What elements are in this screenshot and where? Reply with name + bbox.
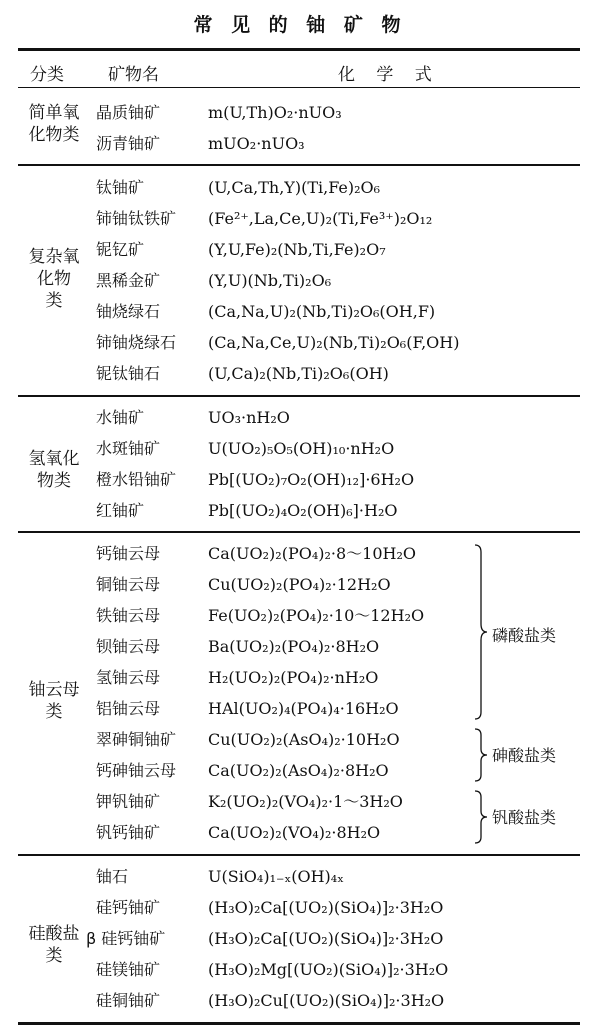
subgroup-arsenates: 砷酸盐类 bbox=[492, 746, 557, 765]
category-line: 化物 bbox=[37, 269, 71, 289]
mineral-formula: U(UO₂)₅O₅(OH)₁₀·nH₂O bbox=[208, 439, 395, 458]
arsenate-brace bbox=[474, 728, 488, 782]
mineral-formula: (H₃O)₂Ca[(UO₂)(SiO₄)]₂·3H₂O bbox=[208, 929, 444, 948]
category-line: 类 bbox=[45, 702, 63, 722]
category-line: 氢氧化 bbox=[28, 449, 80, 469]
mineral-formula: Cu(UO₂)₂(AsO₄)₂·10H₂O bbox=[208, 730, 400, 749]
mineral-name: 硅铜铀矿 bbox=[96, 991, 161, 1010]
mineral-name: 水铀矿 bbox=[96, 408, 145, 427]
subgroup-phosphates: 磷酸盐类 bbox=[492, 626, 557, 645]
category-line: 化物类 bbox=[28, 125, 80, 145]
mineral-name: 铀石 bbox=[96, 867, 129, 886]
mineral-name: 晶质铀矿 bbox=[96, 103, 161, 122]
mineral-name: 钒钙铀矿 bbox=[96, 823, 161, 842]
mineral-name: 硅镁铀矿 bbox=[96, 960, 161, 979]
mineral-formula: (H₃O)₂Ca[(UO₂)(SiO₄)]₂·3H₂O bbox=[208, 898, 444, 917]
subgroup-vanadates: 钒酸盐类 bbox=[492, 808, 557, 827]
mineral-formula: (H₃O)₂Mg[(UO₂)(SiO₄)]₂·3H₂O bbox=[208, 960, 449, 979]
group-rule bbox=[18, 854, 580, 856]
bottom-rule bbox=[18, 1022, 580, 1025]
mineral-name: 钛铀矿 bbox=[96, 178, 145, 197]
mineral-name: 氢铀云母 bbox=[96, 668, 161, 687]
mineral-formula: mUO₂·nUO₃ bbox=[208, 134, 305, 153]
category-complex-oxides bbox=[22, 246, 86, 312]
mineral-name: β 硅钙铀矿 bbox=[86, 929, 166, 948]
vanadate-brace bbox=[474, 790, 488, 844]
header-category: 分类 bbox=[30, 65, 64, 85]
group-rule bbox=[18, 395, 580, 397]
mineral-name: 水斑铀矿 bbox=[96, 439, 161, 458]
mineral-formula: (Ca,Na,Ce,U)₂(Nb,Ti)₂O₆(F,OH) bbox=[208, 333, 460, 352]
mineral-name: 钙砷铀云母 bbox=[96, 761, 177, 780]
category-simple-oxides bbox=[22, 102, 86, 146]
category-line: 类 bbox=[45, 291, 63, 311]
phosphate-brace bbox=[474, 544, 488, 720]
header-mineral: 矿物名 bbox=[108, 65, 159, 85]
mineral-name: 铈铀烧绿石 bbox=[96, 333, 177, 352]
category-line: 硅酸盐 bbox=[28, 924, 80, 944]
mineral-formula: (Y,U)(Nb,Ti)₂O₆ bbox=[208, 271, 332, 290]
mineral-formula: (Fe²⁺,La,Ce,U)₂(Ti,Fe³⁺)₂O₁₂ bbox=[208, 209, 433, 228]
mineral-name: 铝铀云母 bbox=[96, 699, 161, 718]
category-line: 复杂氧 bbox=[28, 247, 80, 267]
mineral-formula: Fe(UO₂)₂(PO₄)₂·10～12H₂O bbox=[208, 606, 425, 625]
mineral-formula: HAl(UO₂)₄(PO₄)₄·16H₂O bbox=[208, 699, 399, 718]
mineral-name: 黑稀金矿 bbox=[96, 271, 161, 290]
mineral-formula: H₂(UO₂)₂(PO₄)₂·nH₂O bbox=[208, 668, 379, 687]
mineral-formula: U(SiO₄)₁₋ₓ(OH)₄ₓ bbox=[208, 867, 344, 886]
mineral-name: 铀烧绿石 bbox=[96, 302, 161, 321]
mineral-formula: (Ca,Na,U)₂(Nb,Ti)₂O₆(OH,F) bbox=[208, 302, 436, 321]
mineral-name: 钡铀云母 bbox=[96, 637, 161, 656]
mineral-name: 铌钇矿 bbox=[96, 240, 145, 259]
mineral-formula: Pb[(UO₂)₄O₂(OH)₆]·H₂O bbox=[208, 501, 398, 520]
mineral-name: 翠砷铜铀矿 bbox=[96, 730, 177, 749]
header-rule bbox=[18, 87, 580, 88]
group-rule bbox=[18, 164, 580, 166]
mineral-name: 铜铀云母 bbox=[96, 575, 161, 594]
mineral-formula: UO₃·nH₂O bbox=[208, 408, 290, 427]
mineral-name: 铈铀钛铁矿 bbox=[96, 209, 177, 228]
mineral-formula: Pb[(UO₂)₇O₂(OH)₁₂]·6H₂O bbox=[208, 470, 415, 489]
header-formula: 化 学 式 bbox=[338, 65, 440, 85]
mineral-formula: (Y,U,Fe)₂(Nb,Ti,Fe)₂O₇ bbox=[208, 240, 386, 259]
mineral-formula: (U,Ca)₂(Nb,Ti)₂O₆(OH) bbox=[208, 364, 389, 383]
mineral-formula: K₂(UO₂)₂(VO₄)₂·1～3H₂O bbox=[208, 792, 403, 811]
group-rule bbox=[18, 531, 580, 533]
category-line: 铀云母 bbox=[28, 680, 80, 700]
category-uranium-micas bbox=[22, 679, 86, 723]
category-hydroxides bbox=[22, 448, 86, 492]
category-line: 物类 bbox=[37, 471, 71, 491]
category-silicates bbox=[22, 923, 86, 967]
mineral-name: 橙水铅铀矿 bbox=[96, 470, 177, 489]
mineral-name: 钾钒铀矿 bbox=[96, 792, 161, 811]
mineral-name: 铌钛铀石 bbox=[96, 364, 161, 383]
mineral-formula: Ca(UO₂)₂(PO₄)₂·8～10H₂O bbox=[208, 544, 417, 563]
page-title: 常 见 的 铀 矿 物 bbox=[193, 14, 407, 36]
mineral-name: 硅钙铀矿 bbox=[96, 898, 161, 917]
mineral-name: 钙铀云母 bbox=[96, 544, 161, 563]
mineral-name: 红铀矿 bbox=[96, 501, 145, 520]
mineral-formula: (U,Ca,Th,Y)(Ti,Fe)₂O₆ bbox=[208, 178, 381, 197]
category-line: 类 bbox=[45, 946, 63, 966]
mineral-name: 铁铀云母 bbox=[96, 606, 161, 625]
mineral-formula: (H₃O)₂Cu[(UO₂)(SiO₄)]₂·3H₂O bbox=[208, 991, 445, 1010]
mineral-formula: Cu(UO₂)₂(PO₄)₂·12H₂O bbox=[208, 575, 391, 594]
top-rule bbox=[18, 48, 580, 51]
mineral-name: 沥青铀矿 bbox=[96, 134, 161, 153]
mineral-formula: m(U,Th)O₂·nUO₃ bbox=[208, 103, 342, 122]
mineral-formula: Ca(UO₂)₂(AsO₄)₂·8H₂O bbox=[208, 761, 389, 780]
mineral-formula: Ba(UO₂)₂(PO₄)₂·8H₂O bbox=[208, 637, 380, 656]
category-line: 简单氧 bbox=[28, 103, 80, 123]
mineral-formula: Ca(UO₂)₂(VO₄)₂·8H₂O bbox=[208, 823, 381, 842]
